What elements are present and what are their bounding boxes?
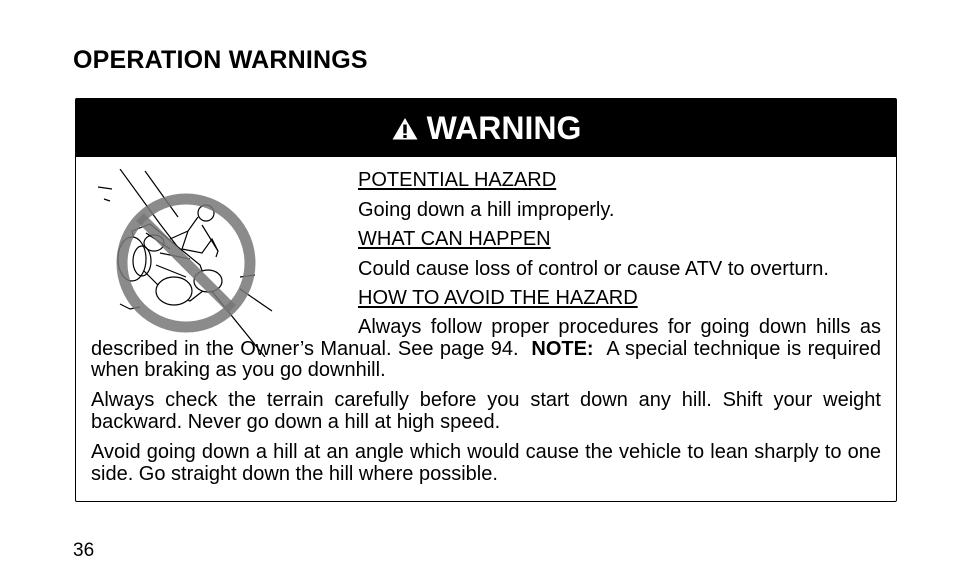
- hazard-text-column: [358, 166, 883, 314]
- note-label: NOTE:: [531, 337, 594, 360]
- potential-hazard-heading: POTENTIAL HAZARD: [358, 169, 557, 191]
- how-to-avoid-heading: HOW TO AVOID THE HAZARD: [358, 287, 638, 309]
- page-title: OPERATION WARNINGS: [73, 46, 368, 74]
- note-text: A special technique is required when braking as you go downhill.: [91, 337, 881, 381]
- avoid-line-1-rest: as described in the Owner’s Manual. See page 94.: [91, 316, 881, 360]
- warning-label: WARNING: [426, 109, 582, 146]
- warning-box: [75, 98, 897, 502]
- potential-hazard-text: Going down a hill improperly.: [358, 198, 615, 221]
- avoid-line-1: Always follow proper procedures for going down hills: [358, 316, 851, 338]
- what-can-happen-heading: WHAT CAN HAPPEN: [358, 228, 551, 250]
- what-can-happen-text: Could cause loss of control or cause ATV to overturn.: [358, 257, 829, 280]
- page-number: 36: [73, 540, 95, 561]
- avoid-paragraph-2: Always check the terrain carefully before you start down any hill. Shift your weight backward. Never go down a hill at high speed.: [91, 389, 881, 433]
- avoid-paragraph-3: Avoid going down a hill at an angle which would cause the vehicle to lean sharply to one side. Go straight down the hill where possible.: [91, 441, 881, 485]
- warning-header: [76, 99, 896, 157]
- warning-triangle-icon: [391, 116, 419, 141]
- avoid-paragraph-1: [91, 317, 881, 382]
